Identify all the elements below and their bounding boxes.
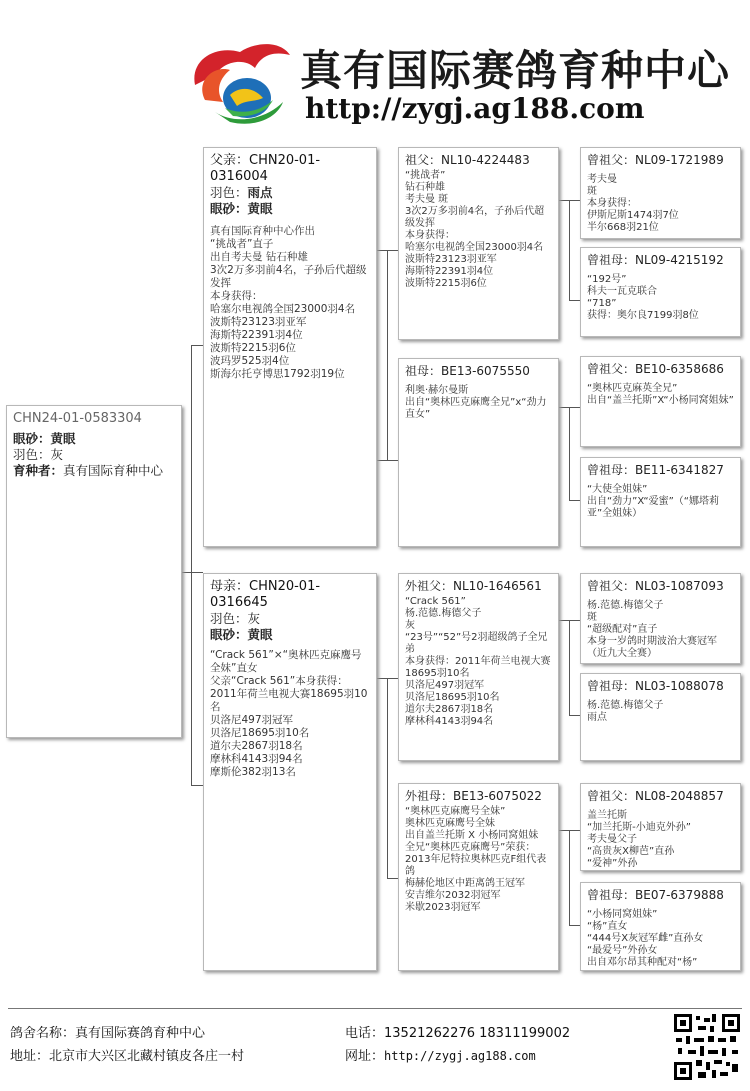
ggp-sdd-ring: 曾祖母：BE11-6341827 xyxy=(587,463,724,477)
grandsire-paternal-ring: 祖父：NL10-4224483 xyxy=(405,153,530,167)
dam-desc: “Crack 561”×“奥林匹克麻鹰号全妹”直女 父亲“Crack 561”本身获得： 2011年荷兰电视大赛18695羽10名 贝洛尼497羽冠军 贝洛尼18695羽10名 道尔夫2867羽18名 摩林科4143羽94名 摩斯伦382羽13名 xyxy=(210,649,368,778)
dam-color: 羽色：灰 xyxy=(210,611,261,626)
subject-ring: CHN24-01-0583304 xyxy=(13,411,142,426)
ggp-ssd-box xyxy=(580,247,741,337)
ggp-dss-desc: 杨.范德.梅德父子 斑 “超级配对”直子 本身一岁鸽时期波治大赛冠军（近九大全赛） xyxy=(587,600,717,659)
footer-divider xyxy=(8,1008,742,1009)
granddam-maternal-ring: 外祖母：BE13-6075022 xyxy=(405,789,542,803)
subject-breeder: 育种者：真有国际育种中心 xyxy=(13,463,164,478)
grandsire-paternal-box xyxy=(398,147,559,340)
header-url: http://zygj.ag188.com xyxy=(305,92,645,125)
sire-color: 羽色：雨点 xyxy=(210,185,273,200)
ggp-ddd-desc: “小杨同窝姐妹” “杨”直女 “444号X灰冠军雌”直孙女 “最爱号”外孙女 出自邓尔昂其种配对“杨” xyxy=(587,909,704,968)
sire-box xyxy=(203,147,377,547)
dam-eye: 眼砂：黄眼 xyxy=(210,627,273,642)
footer-phone: 电话：13521262276 18311199002 xyxy=(345,1026,571,1041)
footer-address: 地址：北京市大兴区北藏村镇皮各庄一村 xyxy=(10,1049,245,1064)
subject-eye: 眼砂：黄眼 xyxy=(13,431,76,446)
logo xyxy=(185,40,295,125)
ggp-dss-box xyxy=(580,573,741,664)
header-title: 真有国际赛鸽育种中心 xyxy=(300,46,731,95)
qr-code-icon xyxy=(672,1012,742,1082)
ggp-sds-box xyxy=(580,356,741,447)
granddam-paternal-box xyxy=(398,358,559,547)
ggp-sds-ring: 曾祖父：BE10-6358686 xyxy=(587,362,724,376)
ggp-sdd-desc: “大使全姐妹” 出自“劲力”X“爱蜜”（“娜塔莉亚”全姐妹） xyxy=(587,484,719,519)
ggp-dsd-desc: 杨.范德.梅德父子 雨点 xyxy=(587,700,664,723)
ggp-dss-ring: 曾祖父：NL03-1087093 xyxy=(587,579,724,593)
ggp-sdd-box xyxy=(580,457,741,547)
ggp-dds-box xyxy=(580,783,741,871)
ggp-ssd-desc: “192号” 科夫一瓦克联合 “718” 获得：奥尔良7199羽8位 xyxy=(587,274,699,321)
subject-color: 羽色：灰 xyxy=(13,447,64,462)
granddam-maternal-box xyxy=(398,783,559,971)
grandsire-paternal-desc: “挑战者” 钻石种雄 考夫曼 斑 3次2万多羽前4名，子孙后代超级发挥 本身获得： 哈塞尔电视鸽全国23000羽4名 波斯特23123羽亚军 海斯特22391羽4位 波斯特2215羽6位 xyxy=(405,170,545,289)
ggp-ddd-ring: 曾祖母：BE07-6379888 xyxy=(587,888,724,902)
ggp-dsd-ring: 曾祖母：NL03-1088078 xyxy=(587,679,724,693)
granddam-paternal-desc: 利奥·赫尔曼斯 出自“奥林匹克麻鹰全兄”x“劲力直女” xyxy=(405,385,547,420)
ggp-dds-ring: 曾祖父：NL08-2048857 xyxy=(587,789,724,803)
dam-ring: 母亲：CHN20-01-0316645 xyxy=(210,579,321,610)
ggp-sds-desc: “奥林匹克麻英全兄” 出自“盖兰托斯”X“小杨同窝姐妹” xyxy=(587,383,734,406)
granddam-paternal-ring: 祖母：BE13-6075550 xyxy=(405,364,530,378)
granddam-maternal-desc: “奥林匹克麻鹰号全妹” 奥林匹克麻鹰号全妹 出自盖兰托斯 X 小杨同窝姐妹 全兄“奥林匹克麻鹰号”荣获： 2013年尼特拉奥林匹克F组代表鸽 梅赫伦地区中距离鸽王冠军 安吉维尔2032羽冠军 米歇2023羽冠军 xyxy=(405,806,547,913)
sire-desc: 真有国际育种中心作出 “挑战者”直子 出自考夫曼 钻石种雄 3次2万多羽前4名，子孙后代超级发挥 本身获得： 哈塞尔电视鸽全国23000羽4名 波斯特23123羽亚军 海斯特22391羽4位 波斯特2215羽6位 波玛罗525羽4位 斯海尔托亨博思1792羽19位 xyxy=(210,225,367,380)
sire-ring: 父亲：CHN20-01-0316004 xyxy=(210,153,321,184)
ggp-ddd-box xyxy=(580,882,741,971)
ggp-sss-ring: 曾祖父：NL09-1721989 xyxy=(587,153,724,167)
footer-loft: 鸽舍名称：真有国际赛鸽育种中心 xyxy=(10,1026,206,1041)
sire-eye: 眼砂：黄眼 xyxy=(210,201,273,216)
dam-box xyxy=(203,573,377,971)
subject-box xyxy=(6,405,182,738)
ggp-ssd-ring: 曾祖母：NL09-4215192 xyxy=(587,253,724,267)
ggp-dds-desc: 盖兰托斯 “加兰托斯-小迪克外孙” 考夫曼父子 “高贵灰X柳芭”直孙 “爱神”外孙 xyxy=(587,810,691,869)
ggp-sss-desc: 考夫曼 斑 本身获得： 伊斯尼斯1474羽7位 半尔668羽21位 xyxy=(587,174,679,233)
grandsire-maternal-desc: “Crack 561” 杨.范德.梅德父子 灰 “23号”“52”号2羽超级鸽子全兄弟 本身获得：2011年荷兰电视大赛18695羽10名 贝洛尼497羽冠军 贝洛尼18695羽10名 道尔夫2867羽18名 摩林科4143羽94名 xyxy=(405,596,551,727)
ggp-sss-box xyxy=(580,147,741,239)
footer-website: 网址：http://zygj.ag188.com xyxy=(345,1049,536,1064)
phoenix-globe-logo-icon xyxy=(185,40,295,125)
ggp-dsd-box xyxy=(580,673,741,761)
grandsire-maternal-ring: 外祖父：NL10-1646561 xyxy=(405,579,542,593)
grandsire-maternal-box xyxy=(398,573,559,761)
